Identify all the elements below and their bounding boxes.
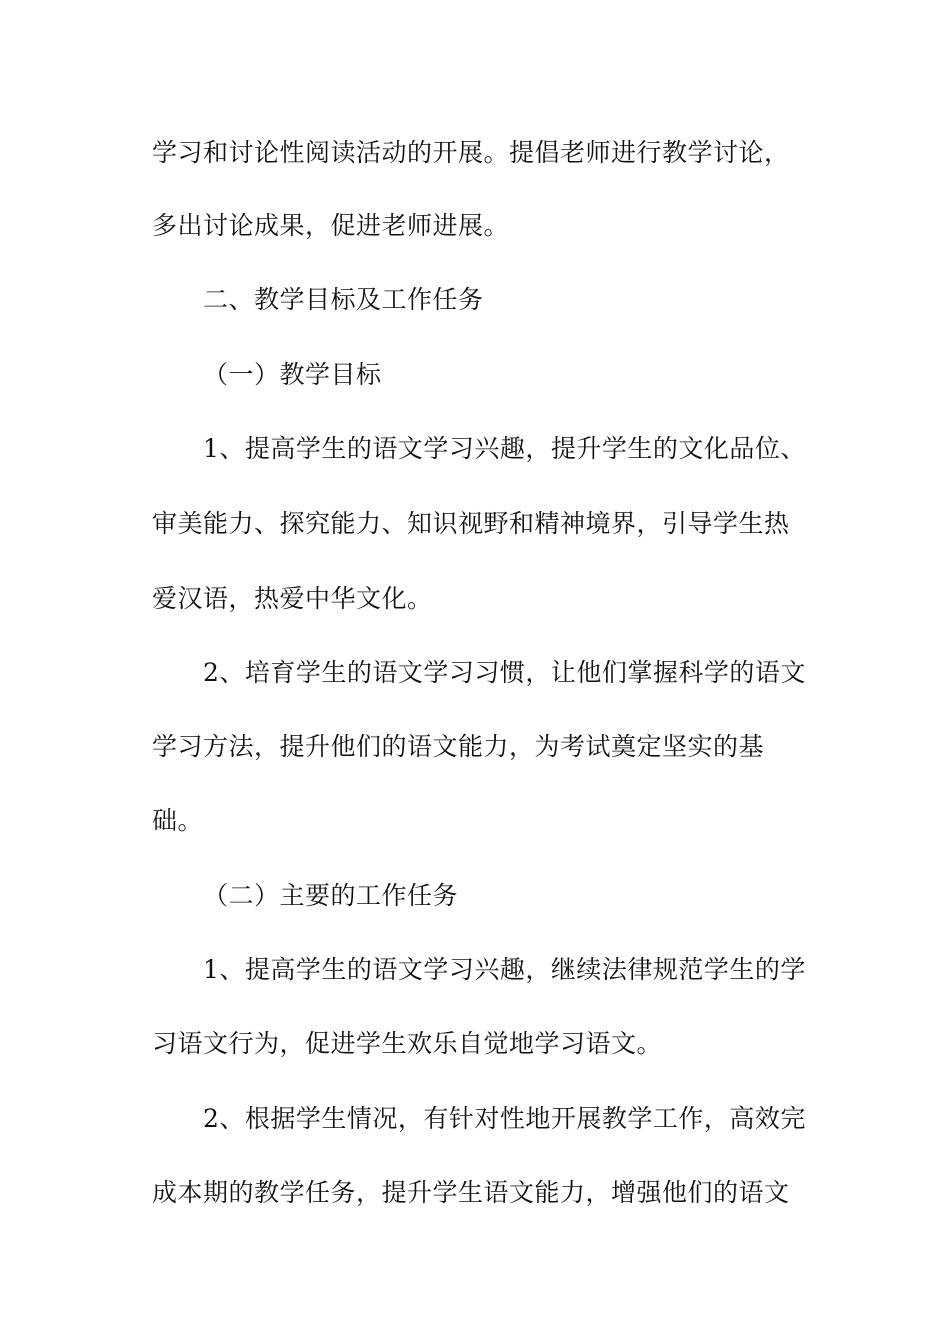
list-item-line: 学习方法，提升他们的语文能力，为考试奠定坚实的基 <box>152 732 765 761</box>
list-item-line: 1、提高学生的语文学习兴趣，提升学生的文化品位、 <box>203 434 806 463</box>
paragraph-line: 多出讨论成果，促进老师进展。 <box>152 211 510 240</box>
subsection-heading: （二）主要的工作任务 <box>203 881 459 910</box>
section-heading: 二、教学目标及工作任务 <box>203 285 484 314</box>
list-item-line: 成本期的教学任务，提升学生语文能力，增强他们的语文 <box>152 1178 790 1207</box>
subsection-heading: （一）教学目标 <box>203 360 382 389</box>
list-item-line: 1、提高学生的语文学习兴趣，继续法律规范学生的学 <box>203 955 806 984</box>
list-item-line: 爱汉语，热爱中华文化。 <box>152 584 433 613</box>
list-item-line: 审美能力、探究能力、知识视野和精神境界，引导学生热 <box>152 509 790 538</box>
paragraph-line: 学习和讨论性阅读活动的开展。提倡老师进行教学讨论， <box>152 138 790 167</box>
list-item-line: 础。 <box>152 806 204 835</box>
list-item-line: 习语文行为，促进学生欢乐自觉地学习语文。 <box>152 1029 663 1058</box>
list-item-line: 2、根据学生情况，有针对性地开展教学工作，高效完 <box>203 1104 806 1133</box>
list-item-line: 2、培育学生的语文学习习惯，让他们掌握科学的语文 <box>203 658 806 687</box>
